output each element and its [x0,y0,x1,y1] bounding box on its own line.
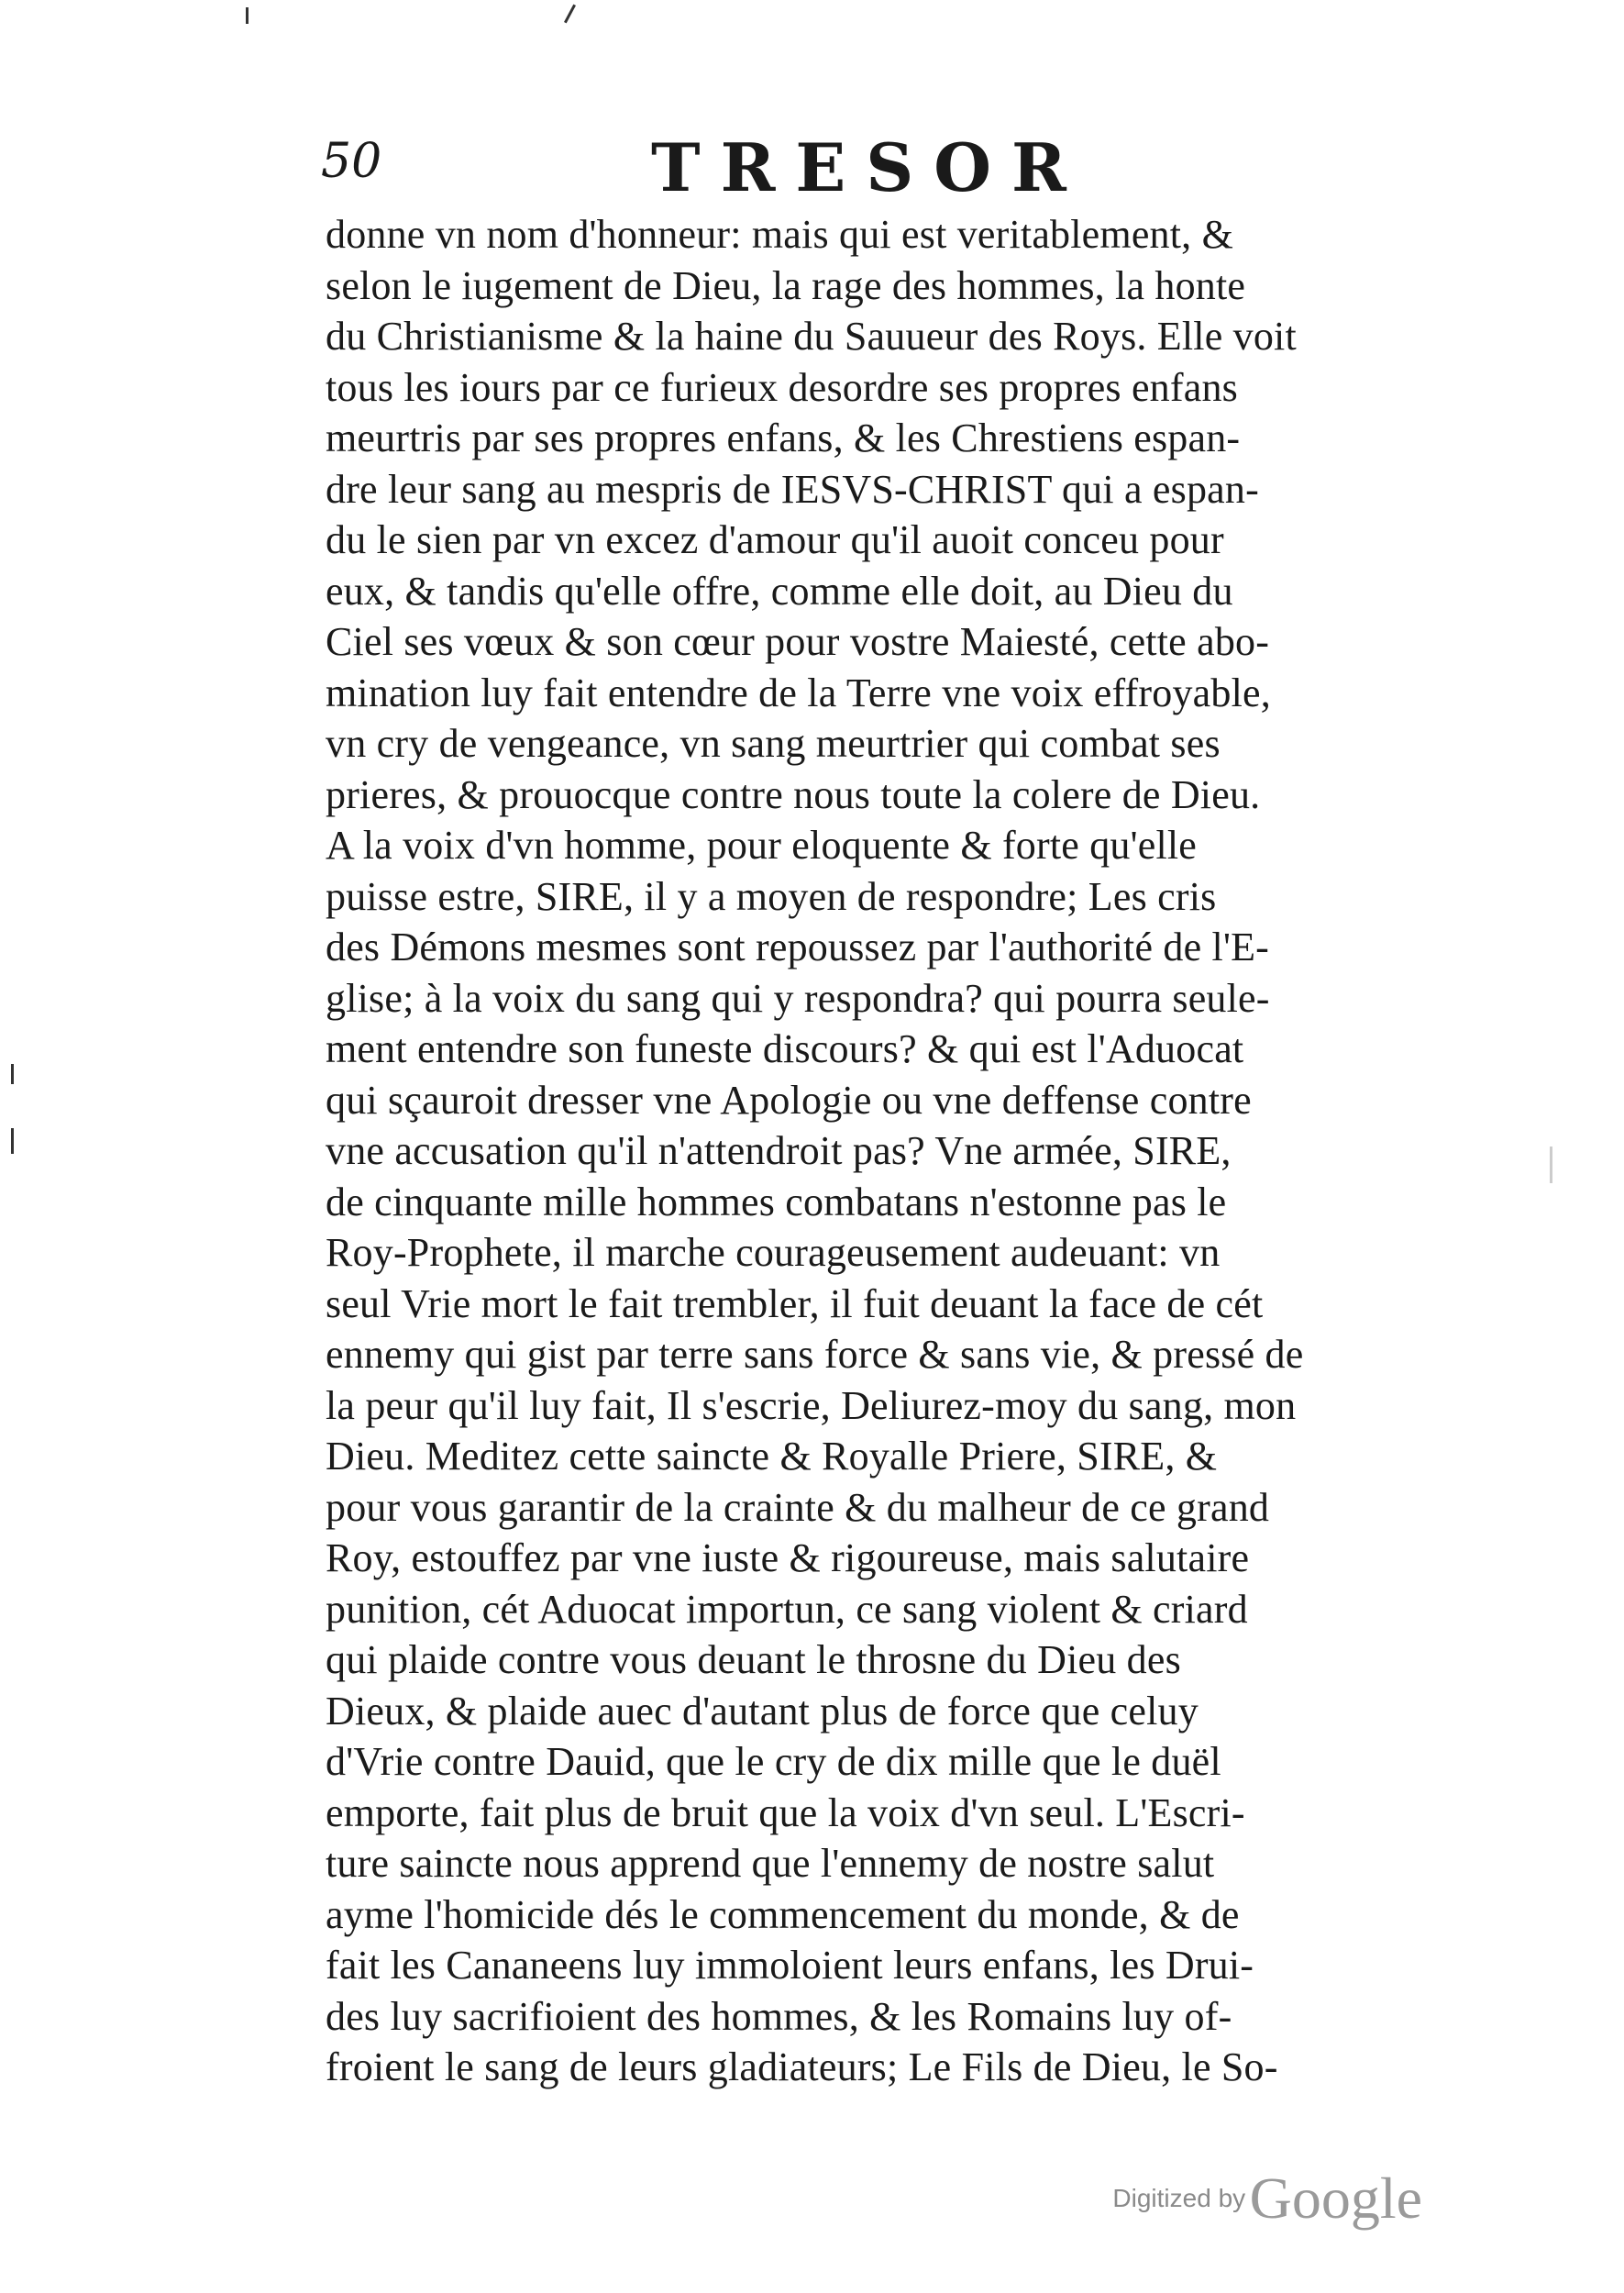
digitized-watermark [1112,2165,1422,2232]
text-line: des Démons mesmes sont repoussez par l'authorité de l'E- [326,925,1270,969]
text-line: meurtris par ses propres enfans, & les Chrestiens espan- [326,415,1241,460]
text-line: prieres, & prouocque contre nous toute la colere de Dieu. [326,771,1261,817]
margin-mark [564,5,576,24]
page-number: 50 [321,134,382,189]
text-line: tous les iours par ce furieux desordre ses propres enfans [326,364,1238,410]
running-head: TRESOR [651,128,1087,206]
text-line: du le sien par vn excez d'amour qu'il auoit conceu pour [326,517,1224,562]
text-line: des luy sacrifioient des hommes, & les Romains luy of- [326,1993,1232,2039]
text-line: Dieux, & plaide auec d'autant plus de force que celuy [326,1688,1199,1734]
text-line: qui plaide contre vous deuant le throsne du Dieu des [326,1637,1181,1682]
text-line: fait les Cananeens luy immoloient leurs enfans, les Drui- [326,1943,1254,1988]
text-line: selon le iugement de Dieu, la rage des hommes, la honte [326,262,1246,308]
text-line: A la voix d'vn homme, pour eloquente & forte qu'elle [326,823,1198,868]
text-line: ayme l'homicide dés le commencement du monde, & de [326,1891,1240,1937]
text-line: donne vn nom d'honneur: mais qui est veritablement, & [326,212,1234,257]
text-line: seul Vrie mort le fait trembler, il fuit deuant la face de cét [326,1280,1264,1326]
margin-mark [246,7,249,24]
text-line: la peur qu'il luy fait, Il s'escrie, Deliurez-moy du sang, mon [326,1382,1297,1428]
text-line: eux, & tandis qu'elle offre, comme elle doit, au Dieu du [326,568,1233,614]
text-line: Roy, estouffez par vne iuste & rigoureuse, mais salutaire [326,1535,1250,1580]
text-line: du Christianisme & la haine du Sauueur des Roys. Elle voit [326,314,1297,359]
text-line: punition, cét Aduocat importun, ce sang violent & criard [326,1586,1248,1632]
text-line: emporte, fait plus de bruit que la voix d'vn seul. L'Escri- [326,1789,1245,1835]
margin-mark [11,1128,14,1154]
text-line: dre leur sang au mespris de IESVS-CHRIST qui a espan- [326,466,1259,512]
text-line: pour vous garantir de la crainte & du malheur de ce grand [326,1484,1270,1530]
text-line: Dieu. Meditez cette saincte & Royalle Priere, SIRE, & [326,1434,1218,1479]
text-line: de cinquante mille hommes combatans n'estonne pas le [326,1179,1227,1224]
text-line: glise; à la voix du sang qui y respondra? qui pourra seule- [326,975,1270,1021]
text-line: ture saincte nous apprend que l'ennemy de nostre salut [326,1841,1215,1886]
text-line: ment entendre son funeste discours? & qui est l'Aduocat [326,1026,1244,1071]
text-line: vne accusation qu'il n'attendroit pas? Vne armée, SIRE, [326,1128,1232,1173]
text-line: puisse estre, SIRE, il y a moyen de respondre; Les cris [326,873,1217,919]
text-line: ennemy qui gist par terre sans force & sans vie, & pressé de [326,1332,1304,1377]
text-line: mination luy fait entendre de la Terre vne voix effroyable, [326,670,1271,715]
margin-mark [1550,1146,1552,1183]
google-logo: Google [1249,2166,1422,2231]
text-line: d'Vrie contre Dauid, que le cry de dix mille que le duël [326,1739,1221,1784]
text-line: vn cry de vengeance, vn sang meurtrier qui combat ses [326,721,1221,766]
text-line: Ciel ses vœux & son cœur pour vostre Maiesté, cette abo- [326,619,1270,664]
text-line: qui sçauroit dresser vne Apologie ou vne deffense contre [326,1077,1252,1123]
margin-mark [11,1064,14,1084]
text-line: Roy-Prophete, il marche courageusement audeuant: vn [326,1230,1221,1275]
page-header [321,128,1467,206]
body-text [326,209,1472,2093]
text-line: froient le sang de leurs gladiateurs; Le Fils de Dieu, le So- [326,2044,1278,2089]
digitized-by-text: Digitized by [1112,2184,1246,2212]
